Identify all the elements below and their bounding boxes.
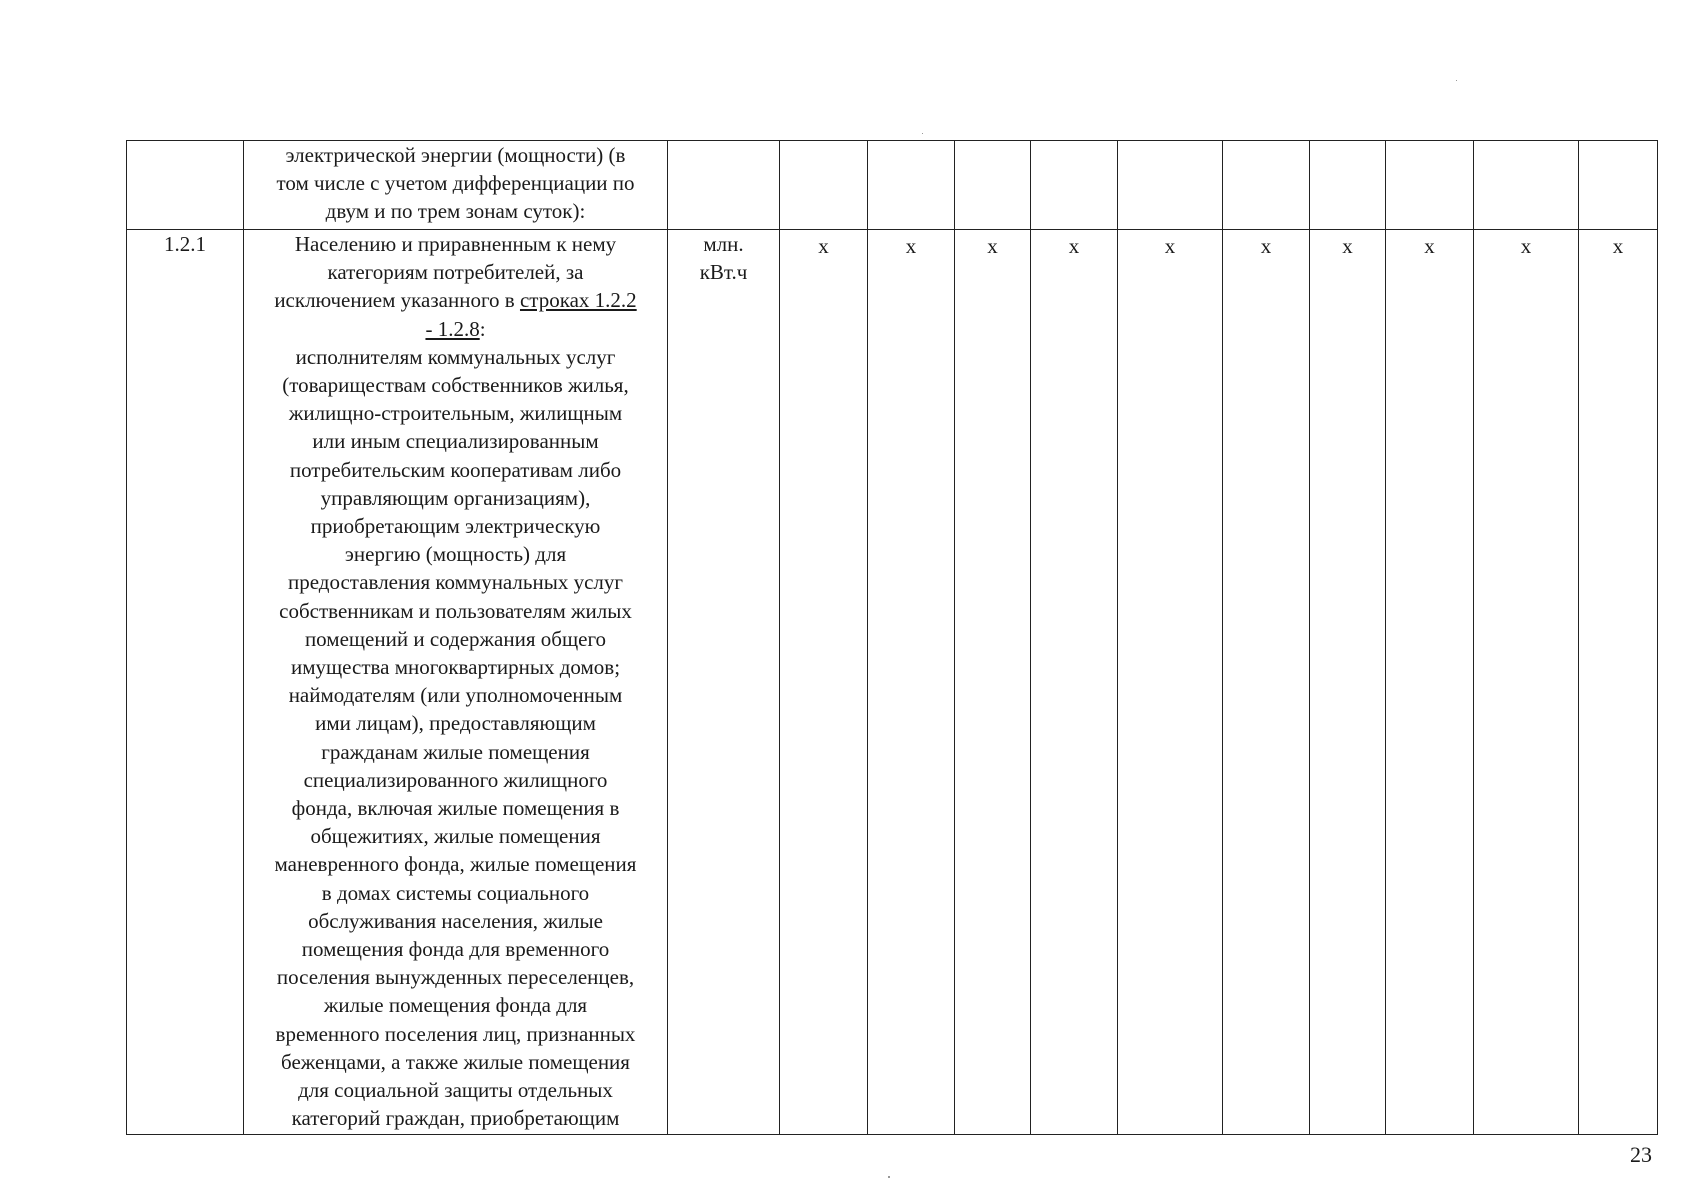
- value-cell: [868, 141, 955, 230]
- row-number-cell: 1.2.1: [127, 230, 244, 1135]
- value-cell: [1579, 141, 1658, 230]
- value-cell: х: [780, 230, 868, 1135]
- description-line: ими лицам), предоставляющим: [315, 711, 596, 736]
- value-cell: [1223, 141, 1310, 230]
- unit-line: кВт.ч: [699, 260, 748, 285]
- description-line: жилые помещения фонда для: [323, 993, 588, 1018]
- description-line: для социальной защиты отдельных: [298, 1078, 613, 1103]
- table-row: [127, 141, 1658, 230]
- description-line: управляющим организациям),: [320, 485, 591, 510]
- description-text: исключением указанного в: [274, 288, 520, 313]
- value-cell: х: [1118, 230, 1223, 1135]
- description-line: собственникам и пользователям жилых: [279, 598, 632, 623]
- description-line: имущества многоквартирных домов;: [290, 655, 621, 680]
- value-cell: [780, 141, 868, 230]
- description-line: (товариществам собственников жилья,: [282, 373, 629, 398]
- description-line: категорий граждан, приобретающим: [291, 1106, 620, 1131]
- value-cell: х: [868, 230, 955, 1135]
- value-cell: [1118, 141, 1223, 230]
- unit-cell: [668, 230, 780, 1135]
- scan-speck: [922, 133, 923, 134]
- unit-cell: [668, 141, 780, 230]
- row-number-cell: [127, 141, 244, 230]
- value-cell: х: [1031, 230, 1118, 1135]
- value-cell: х: [1386, 230, 1474, 1135]
- scan-speck: [888, 1176, 890, 1178]
- row-description-cell: [244, 230, 668, 1135]
- row-reference-link[interactable]: - 1.2.8: [425, 316, 480, 341]
- description-line: приобретающим электрическую: [310, 514, 601, 539]
- description-line: общежитиях, жилые помещения: [310, 824, 601, 849]
- unit-line: млн.: [703, 232, 744, 256]
- description-line: в домах системы социального: [321, 880, 590, 905]
- description-line: поселения вынужденных переселенцев,: [276, 965, 635, 990]
- row-reference-link[interactable]: строках 1.2.2: [519, 288, 637, 313]
- value-cell: [1386, 141, 1474, 230]
- description-line: Населению и приравненным к нему: [294, 232, 617, 256]
- description-line: или иным специализированным: [312, 429, 599, 454]
- value-cell: х: [1579, 230, 1658, 1135]
- row-description-cell: [244, 141, 668, 230]
- description-line: исполнителям коммунальных услуг: [295, 344, 616, 369]
- value-cell: [1031, 141, 1118, 230]
- description-line: беженцами, а также жилые помещения: [281, 1049, 630, 1074]
- description-line: временного поселения лиц, признанных: [275, 1021, 636, 1046]
- description-line: помещений и содержания общего: [304, 626, 607, 651]
- value-cell: [955, 141, 1031, 230]
- value-cell: [1474, 141, 1579, 230]
- scan-speck: [1456, 80, 1457, 81]
- description-line: двум и по трем зонам суток):: [325, 199, 586, 224]
- description-line: фонда, включая жилые помещения в: [291, 796, 620, 821]
- description-line: том числе с учетом дифференциации по: [276, 171, 635, 196]
- description-line: маневренного фонда, жилые помещения: [274, 852, 637, 877]
- description-line: электрической энергии (мощности) (в: [285, 143, 626, 167]
- description-line: наймодателям (или уполномоченным: [288, 683, 623, 708]
- value-cell: х: [1223, 230, 1310, 1135]
- description-line: помещения фонда для временного: [301, 937, 610, 962]
- description-line: [246, 286, 665, 314]
- value-cell: х: [1474, 230, 1579, 1135]
- description-line: предоставления коммунальных услуг: [287, 570, 623, 595]
- description-line: обслуживания населения, жилые: [308, 908, 603, 933]
- description-line: [246, 315, 665, 343]
- tariff-table: [126, 140, 1658, 1135]
- description-line: жилищно-строительным, жилищным: [288, 401, 623, 426]
- value-cell: х: [1310, 230, 1386, 1135]
- description-line: потребительским кооперативам либо: [289, 457, 622, 482]
- description-line: специализированного жилищного: [303, 767, 608, 792]
- value-cell: [1310, 141, 1386, 230]
- page-number: 23: [1630, 1142, 1652, 1167]
- table-row: [127, 230, 1658, 1135]
- description-line: гражданам жилые помещения: [321, 739, 590, 764]
- description-line: категориям потребителей, за: [327, 260, 584, 285]
- description-line: энергию (мощность) для: [344, 542, 567, 567]
- description-text: :: [479, 316, 486, 341]
- value-cell: х: [955, 230, 1031, 1135]
